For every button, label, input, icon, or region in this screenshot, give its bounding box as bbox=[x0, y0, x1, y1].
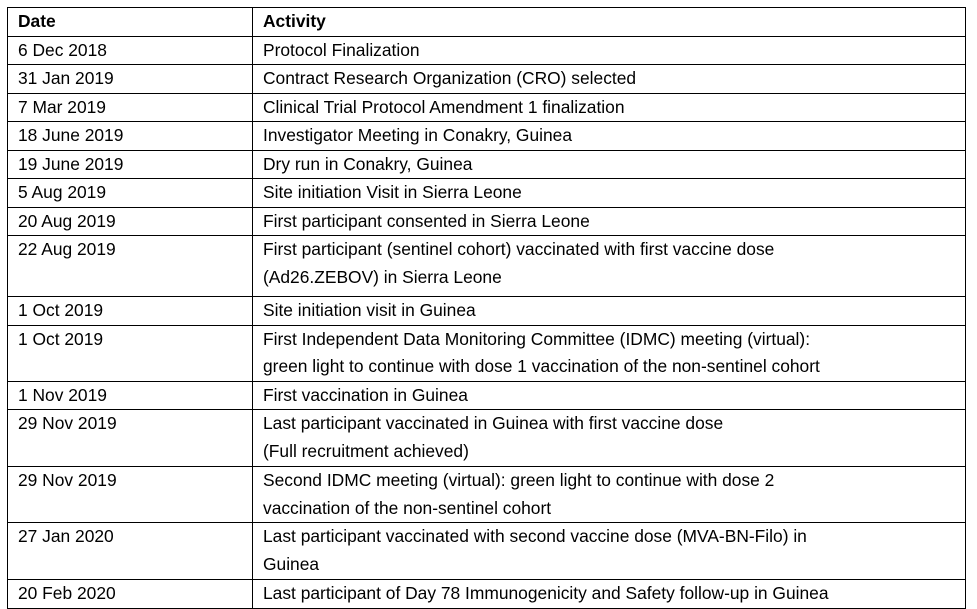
activity-text-line: Contract Research Organization (CRO) selected bbox=[263, 68, 637, 88]
activity-cell bbox=[253, 150, 966, 179]
table-row bbox=[8, 236, 966, 297]
activity-cell bbox=[253, 122, 966, 151]
activity-text-line: (Full recruitment achieved) bbox=[263, 440, 469, 461]
date-cell: 20 Feb 2020 bbox=[8, 580, 253, 609]
activity-cell bbox=[253, 580, 966, 609]
date-cell: 19 June 2019 bbox=[8, 150, 253, 179]
table-row bbox=[8, 122, 966, 151]
table-row bbox=[8, 36, 966, 65]
date-cell: 29 Nov 2019 bbox=[8, 467, 253, 523]
activity-text-line: Last participant vaccinated in Guinea with first vaccine dose bbox=[263, 413, 724, 433]
activity-text-line: Guinea bbox=[263, 553, 320, 574]
activity-cell bbox=[253, 410, 966, 467]
date-column-header: Date bbox=[8, 8, 253, 37]
activity-cell bbox=[253, 523, 966, 580]
table-row bbox=[8, 179, 966, 208]
activity-cell bbox=[253, 236, 966, 297]
date-cell: 18 June 2019 bbox=[8, 122, 253, 151]
activity-cell bbox=[253, 325, 966, 381]
timeline-table-container bbox=[7, 7, 966, 609]
activity-text-line: First vaccination in Guinea bbox=[263, 384, 468, 405]
date-cell: 6 Dec 2018 bbox=[8, 36, 253, 65]
table-row bbox=[8, 381, 966, 410]
activity-text-line: vaccination of the non-sentinel cohort bbox=[263, 497, 552, 518]
activity-cell bbox=[253, 93, 966, 122]
activity-text-line: First participant consented in Sierra Leone bbox=[263, 210, 590, 231]
date-cell: 5 Aug 2019 bbox=[8, 179, 253, 208]
activity-text-line: (Ad26.ZEBOV) in Sierra Leone bbox=[263, 266, 502, 287]
activity-text-line: Site initiation Visit in Sierra Leone bbox=[263, 182, 522, 202]
activity-text-line: Last participant vaccinated with second vaccine dose (MVA-BN-Filo) in bbox=[263, 526, 807, 546]
date-cell: 22 Aug 2019 bbox=[8, 236, 253, 297]
activity-column-header: Activity bbox=[253, 8, 966, 37]
activity-cell bbox=[253, 297, 966, 326]
table-row bbox=[8, 410, 966, 467]
table-row bbox=[8, 325, 966, 381]
table-row bbox=[8, 207, 966, 236]
activity-text-line: Second IDMC meeting (virtual): green light to continue with dose 2 bbox=[263, 470, 775, 490]
date-cell: 1 Nov 2019 bbox=[8, 381, 253, 410]
activity-text-line: First Independent Data Monitoring Committee (IDMC) meeting (virtual): bbox=[263, 328, 811, 349]
activity-cell bbox=[253, 36, 966, 65]
table-body bbox=[8, 36, 966, 608]
date-cell: 27 Jan 2020 bbox=[8, 523, 253, 580]
activity-cell bbox=[253, 467, 966, 523]
date-cell: 29 Nov 2019 bbox=[8, 410, 253, 467]
activity-text-line: Dry run in Conakry, Guinea bbox=[263, 153, 473, 174]
table-row bbox=[8, 580, 966, 609]
date-cell: 31 Jan 2019 bbox=[8, 65, 253, 94]
date-cell: 7 Mar 2019 bbox=[8, 93, 253, 122]
activity-text-line: green light to continue with dose 1 vaccination of the non-sentinel cohort bbox=[263, 356, 820, 376]
table-row bbox=[8, 467, 966, 523]
table-row bbox=[8, 93, 966, 122]
activity-text-line: Investigator Meeting in Conakry, Guinea bbox=[263, 125, 573, 145]
timeline-table bbox=[7, 7, 966, 609]
activity-text-line: Protocol Finalization bbox=[263, 39, 420, 60]
table-row bbox=[8, 150, 966, 179]
date-cell: 1 Oct 2019 bbox=[8, 325, 253, 381]
date-cell: 20 Aug 2019 bbox=[8, 207, 253, 236]
table-row bbox=[8, 65, 966, 94]
activity-cell bbox=[253, 65, 966, 94]
activity-text-line: Site initiation visit in Guinea bbox=[263, 300, 476, 320]
activity-text-line: Clinical Trial Protocol Amendment 1 finalization bbox=[263, 96, 625, 117]
table-header-row bbox=[8, 8, 966, 37]
table-row bbox=[8, 297, 966, 326]
table-row bbox=[8, 523, 966, 580]
activity-text-line: First participant (sentinel cohort) vaccinated with first vaccine dose bbox=[263, 239, 775, 259]
activity-cell bbox=[253, 207, 966, 236]
activity-cell bbox=[253, 179, 966, 208]
activity-cell bbox=[253, 381, 966, 410]
activity-text-line: Last participant of Day 78 Immunogenicity and Safety follow-up in Guinea bbox=[263, 583, 829, 603]
date-cell: 1 Oct 2019 bbox=[8, 297, 253, 326]
